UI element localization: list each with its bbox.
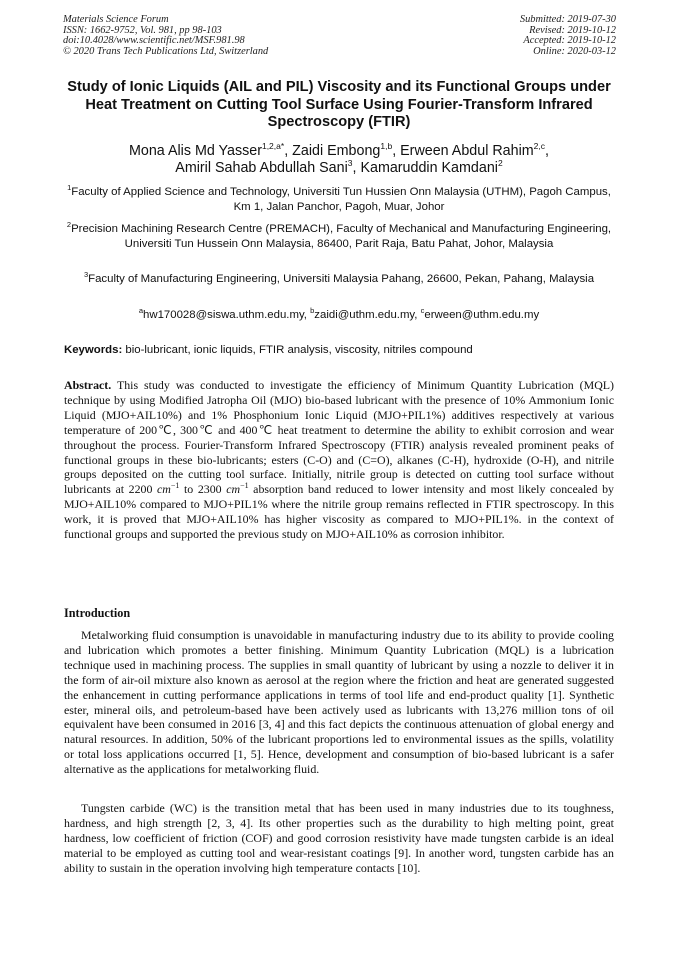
- date-online: Online: 2020-03-12: [533, 45, 616, 57]
- author-affiliation-mark: 2: [497, 158, 503, 169]
- abstract-label: Abstract.: [64, 378, 112, 392]
- keywords-text: bio-lubricant, ionic liquids, FTIR analysis, viscosity, nitriles compound: [122, 344, 473, 356]
- author-list: Mona Alis Md Yasser$^{1,2,a*}$, Zaidi Embong$^{1,b}$, Erween Abdul Rahim$^{2,c}$, Amiril Sahab Abdullah Sani$^3$, Kamaruddin Kamdani$^2$: [129, 141, 549, 177]
- journal-info: [63, 15, 268, 57]
- section-heading-introduction: Introduction: [64, 606, 131, 620]
- affiliation: $^2$Precision Machining Research Centre (PREMACH), Faculty of Mechanical and Manufacturing Engineering, Universiti Tun Hussein Onn Malaysia, 86400, Parit Raja, Batu Pahat, Johor, Malaysia: [66, 220, 612, 250]
- keywords-label: Keywords:: [64, 344, 123, 356]
- paragraph: Tungsten carbide (WC) is the transition metal that has been used in many industries due to its toughness, hardness, and high strength [2, 3, 4]. Its other properties such as the durability to high melting point, great hardness, low coefficient of friction (COF) and good corrosion resistivity have made tungsten carbide is an ideal material to be employed as cutting tool and wear-resistant coatings [9]. In another word, tungsten carbide has an ability to sustain in the operation involving high temperature contacts [10].: [64, 801, 614, 875]
- email-link[interactable]: erween@uthm.edu.my: [424, 309, 540, 321]
- email-link[interactable]: zaidi@uthm.edu.my,: [314, 309, 421, 321]
- paragraph: Metalworking fluid consumption is unavoidable in manufacturing industry due to its ability to provide cooling and lubrication which promotes a better finishing. Minimum Quantity Lubrication (MQL) is a lubrication technique used in machining process. The supplies in small quantity of lubricant by using a nozzle to deliver it in the form of air-oil mixture also known as aerosol at the region where the friction and heat are generated suggested the enhancement in cutting performance applications in terms of tool life and end-product quality [1]. Synthetic ester, mineral oils, and petroleum-based have been actively used as lubricants with 13,276 million tons of oil equivalent have been consumed in 2016 [3, 4] and this fact depicts the continuous attenuation of global energy and natural resources. In addition, 50% of the lubricant proportions led to environmental issues as the spills, volatility or total loss applications occurred [1, 5]. Hence, development and consumption of bio-based lubricant is a safer alternative as the applications for metalworking fluid.: [64, 628, 614, 777]
- affiliation: $^3$Faculty of Manufacturing Engineering, Universiti Malaysia Pahang, 26600, Pekan, Pahang, Malaysia: [83, 270, 595, 285]
- abstract: Abstract. This study was conducted to investigate the efficiency of Minimum Quantity Lubrication (MQL) technique by using Modified Jatropha Oil (MJO) bio-based lubricant with the presence of 10% Ammonium Ionic Liquid (MJO+AIL10%) and 1% Phosphonium Ionic Liquid (MJO+PIL1%) additives respectively at various temperature of 200℃, 300℃ and 400℃ heat treatment to determine the ability to exhibit corrosion and wear throughout the process. Fourier-Transform Infrared Spectroscopy (FTIR) analysis revealed prominent peaks of functional groups in these bio-lubricants; esters (C-O) and (C=O), alkanes (C-H), hydroxide (O-H), and nitrile groups deposited on the cutting tool surface. Initially, nitrile group is detected on cutting tool surface without lubricants at 2200 $cm^{-1}$ to 2300 $cm^{-1}$ absorption band reduced to lower intensity and most likely concealed by MJO+AIL10% compared to MJO+PIL1% where the nitrile group remains reflected in FTIR spectroscopy. In this work, it is proved that MJO+AIL10% has higher viscosity as compared to MJO+PIL1%. in the context of functional groups and supported the previous study on MJO+AIL10% as corrosion inhibitor.: [64, 378, 614, 542]
- author-affiliation-mark: 2,c: [533, 141, 545, 152]
- journal-doi: doi:10.4028/www.scientific.net/MSF.981.98: [63, 35, 245, 47]
- date-accepted: Accepted: 2019-10-12: [523, 35, 616, 47]
- date-submitted: Submitted: 2019-07-30: [519, 14, 616, 25]
- keywords: [64, 343, 614, 358]
- publication-dates: [520, 15, 616, 57]
- author-affiliation-mark: 3: [347, 158, 353, 169]
- author-name: Zaidi Embong: [292, 143, 381, 159]
- author-name: Erween Abdul Rahim: [400, 143, 534, 159]
- author-emails: $^a$hw170028@siswa.uthm.edu.my, $^b$zaidi@uthm.edu.my, $^c$erween@uthm.edu.my: [138, 306, 540, 321]
- author-name: Mona Alis Md Yasser: [129, 143, 262, 159]
- author-name: Kamaruddin Kamdani: [360, 160, 498, 177]
- date-revised: Revised: 2019-10-12: [529, 24, 616, 36]
- journal-copyright: © 2020 Trans Tech Publications Ltd, Switzerland: [63, 45, 269, 57]
- affiliation: $^1$Faculty of Applied Science and Technology, Universiti Tun Hussien Onn Malaysia (UTHM), Pagoh Campus, Km 1, Jalan Panchor, Pagoh, Muar, Johor: [67, 183, 611, 213]
- author-affiliation-mark: 1,b: [380, 141, 393, 152]
- unit-wavenumber: $cm^{-1}$: [226, 481, 249, 497]
- paper-title: Study of Ionic Liquids (AIL and PIL) Viscosity and its Functional Groups under Heat Treatment on Cutting Tool Surface Using Fourier-Transform Infrared Spectroscopy (FTIR): [67, 79, 611, 130]
- journal-name: Materials Science Forum: [63, 14, 169, 25]
- journal-issn: ISSN: 1662-9752, Vol. 981, pp 98-103: [63, 24, 222, 36]
- author-affiliation-mark: 1,2,a*: [261, 141, 285, 152]
- unit-wavenumber: $cm^{-1}$: [157, 481, 180, 497]
- email-link[interactable]: hw170028@siswa.uthm.edu.my,: [143, 309, 311, 321]
- author-name: Amiril Sahab Abdullah Sani: [175, 160, 348, 177]
